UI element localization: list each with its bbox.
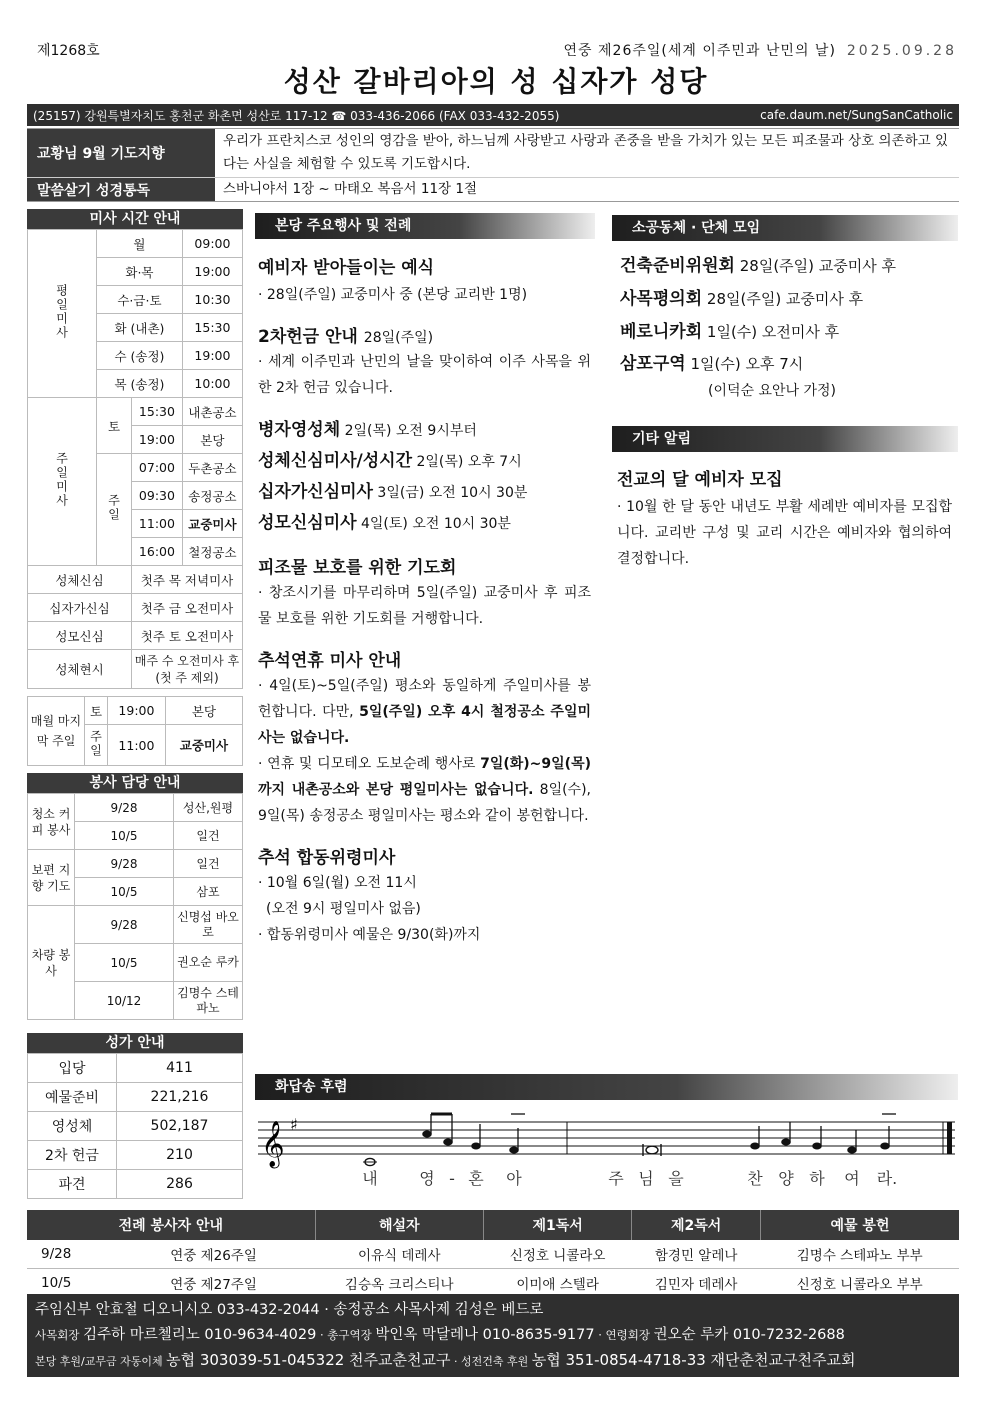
last-time: 19:00 — [108, 697, 166, 725]
event-time: 3일(금) 오전 10시 30분 — [377, 485, 528, 501]
lyric-syllable: 아 — [506, 1169, 522, 1188]
lyric-syllable: 찬 — [747, 1169, 763, 1188]
hymn-title: 성가 안내 — [27, 1033, 243, 1053]
treble-clef-icon: 𝄞 — [261, 1121, 285, 1167]
event-text-part: · 연휴 및 디모테오 도보순례 행사로 — [258, 756, 481, 772]
sunday-label: 주일 — [106, 494, 121, 522]
service-date: 10/5 — [75, 944, 174, 982]
sunday-place: 본당 — [182, 426, 242, 454]
event-time: 4일(토) 오전 10시 30분 — [361, 516, 511, 532]
service-group: 보편 지향 기도 — [28, 850, 75, 906]
service-who: 신명섭 바오로 — [174, 906, 243, 944]
table-row — [27, 1240, 959, 1269]
service-who: 김명수 스테파노 — [174, 982, 243, 1020]
group-item — [620, 316, 955, 349]
hymn-label: 입당 — [28, 1054, 117, 1083]
council-role: 사목회장 — [35, 1328, 80, 1342]
event-text-part: · 4일(토)~5일(주일) 평소와 동일하게 주일미사를 봉헌합니다. 다만, — [258, 678, 591, 720]
bank-account: 농협 303039-51-045322 천주교춘천교구 — [166, 1351, 451, 1369]
event-text: · 28일(주일) 교중미사 중 (본당 교리반 1명) — [258, 287, 528, 303]
group-time: 28일(주일) 교중미사 후 — [739, 257, 896, 275]
service-who: 일건 — [174, 822, 243, 850]
event-heading: 추석연휴 미사 안내 — [258, 651, 402, 671]
bank-label: 본당 후원/교무금 자동이체 — [35, 1355, 167, 1368]
sunday-place: 철정공소 — [182, 538, 242, 566]
event-heading-text: 2차헌금 안내 — [258, 327, 358, 347]
special-mass-name: 성모신심 — [28, 622, 132, 650]
liturgy-date: 9/28 — [27, 1240, 112, 1269]
service-table — [27, 793, 243, 1020]
event-line — [258, 415, 591, 446]
special-mass-name: 십자가신심 — [28, 594, 132, 622]
bank-line — [35, 1348, 951, 1374]
weekday-mass-label: 평일미사 — [54, 284, 69, 340]
event-text: (오전 9시 평일미사 없음) — [266, 901, 421, 917]
event-heading: 성모신심미사 — [258, 513, 357, 533]
last-day: 토 — [85, 697, 108, 725]
weekday-time: 19:00 — [182, 342, 242, 370]
liturgy-date: 10/5 — [27, 1269, 112, 1298]
saturday-label: 토 — [97, 398, 132, 454]
event-line — [258, 446, 591, 477]
sunday-time: 09:30 — [132, 482, 183, 510]
group-name: 삼포구역 — [620, 354, 686, 374]
group-item — [620, 283, 955, 316]
hymn-table — [27, 1053, 243, 1199]
notice-heading: 전교의 달 예비자 모집 — [617, 470, 783, 490]
sunday-mass-label: 주일미사 — [54, 452, 69, 508]
special-mass-name: 성체신심 — [28, 566, 132, 594]
header-subtitle — [564, 40, 957, 60]
event-time: 2일(목) 오전 9시부터 — [344, 423, 477, 439]
lyric-syllable: 혼 — [468, 1169, 484, 1188]
council-role: · 총구역장 — [316, 1328, 376, 1342]
cafe-link[interactable]: cafe.daum.net/SungSanCatholic — [760, 108, 953, 122]
service-title: 봉사 담당 안내 — [27, 773, 243, 793]
lyric-syllable: - — [449, 1169, 455, 1188]
notice-text: · 10월 한 달 동안 내년도 부활 세례반 예비자를 모집합니다. 교리반 구성 및 교리 시간은 예비자와 협의하여 결정합니다. — [617, 499, 952, 567]
liturgy-sunday: 연중 제27주일 — [112, 1269, 315, 1298]
council-contact: 권오순 루카 010-7232-2688 — [653, 1327, 845, 1343]
groups-body — [620, 250, 955, 403]
sunday-time: 07:00 — [132, 454, 183, 482]
service-date: 9/28 — [75, 906, 174, 944]
sunday-place: 교중미사 — [182, 510, 242, 538]
liturgy-reader1: 이미애 스텔라 — [483, 1269, 631, 1298]
lyric-syllable: 내 — [362, 1169, 378, 1188]
liturgy-header: 예물 봉헌 — [761, 1210, 960, 1240]
group-time: 28일(주일) 교중미사 후 — [706, 290, 864, 308]
event-text-bold: 7일(화)~9일(목)까지 내촌공소와 본당 평일미사는 없습니다. — [258, 756, 591, 798]
liturgy-header: 제1독서 — [483, 1210, 631, 1240]
lyric-syllable: 주 — [608, 1169, 624, 1188]
service-group: 청소 커피 봉사 — [28, 794, 75, 850]
event-line — [258, 508, 591, 539]
liturgy-table — [27, 1210, 959, 1298]
sunday-place: 두촌공소 — [182, 454, 242, 482]
group-note: (이덕순 요안나 가정) — [708, 383, 837, 399]
service-date: 10/5 — [75, 878, 174, 906]
other-notices-body — [617, 465, 952, 572]
liturgy-reader1: 신정호 니콜라오 — [483, 1240, 631, 1269]
psalm-score — [255, 1100, 958, 1192]
mass-times-table — [27, 229, 243, 689]
liturgical-day: 연중 제26주일(세계 이주민과 난민의 날) — [563, 43, 836, 59]
other-notices-title: 기타 알림 — [612, 426, 958, 452]
liturgy-commentator: 이유식 데레사 — [315, 1240, 483, 1269]
event-heading: 십자가신심미사 — [258, 482, 373, 502]
event-heading: 성체신심미사/성시간 — [258, 451, 413, 471]
event-line — [258, 477, 591, 508]
weekday-time: 10:00 — [182, 370, 242, 398]
mass-times-title: 미사 시간 안내 — [27, 209, 243, 229]
sunday-place: 송정공소 — [182, 482, 242, 510]
service-group: 차량 봉사 — [28, 906, 75, 1020]
service-who: 삼포 — [174, 878, 243, 906]
liturgy-offering: 김명수 스테파노 부부 — [761, 1240, 960, 1269]
group-time: 1일(수) 오전미사 후 — [706, 323, 840, 341]
event-time: 2일(목) 오후 7시 — [416, 454, 522, 470]
last-sunday-label: 매월 마지막 주일 — [28, 697, 85, 766]
hymn-number: 286 — [117, 1170, 243, 1199]
sunday-time: 11:00 — [132, 510, 183, 538]
weekday-day: 화·목 — [97, 258, 183, 286]
last-place: 교중미사 — [165, 725, 242, 766]
event-heading: 예비자 받아들이는 예식 — [258, 258, 435, 278]
service-date: 10/5 — [75, 822, 174, 850]
weekday-day: 목 (송정) — [97, 370, 183, 398]
lyric-syllable: 님 — [638, 1169, 654, 1188]
sharp-icon: ♯ — [290, 1115, 298, 1134]
lyric-syllable: 을 — [668, 1169, 684, 1188]
bank-account: 농협 351-0854-4718-33 재단춘천교구천주교회 — [531, 1351, 856, 1369]
hymn-number: 502,187 — [117, 1112, 243, 1141]
liturgy-header: 제2독서 — [632, 1210, 761, 1240]
parish-title: 성산 갈바리아의 성 십자가 성당 — [283, 65, 709, 98]
intention-text: 우리가 프란치스코 성인의 영감을 받아, 하느님께 사랑받고 사랑과 존중을 받을 가치가 있는 모든 피조물과 상호 의존하고 있다는 사실을 체험할 수 있도록 기도합시다. — [223, 133, 948, 172]
lyric-syllable: 하 — [809, 1169, 825, 1188]
liturgy-header: 해설자 — [315, 1210, 483, 1240]
sunday-time: 16:00 — [132, 538, 183, 566]
pastor-line: 주임신부 안효철 디오니시오 033-432-2044 · 송정공소 사목사제 김성은 베드로 — [35, 1302, 544, 1318]
event-text — [258, 751, 591, 829]
service-date: 9/28 — [75, 794, 174, 822]
hymn-label: 2차 헌금 — [28, 1141, 117, 1170]
service-date: 10/12 — [75, 982, 174, 1020]
group-name: 베로니카회 — [620, 322, 703, 342]
event-heading: 병자영성체 — [258, 420, 341, 440]
lyric-syllable: 양 — [778, 1169, 794, 1188]
hymn-number: 411 — [117, 1054, 243, 1083]
special-mass-desc: 첫주 금 오전미사 — [132, 594, 243, 622]
group-time: 1일(수) 오후 7시 — [690, 355, 804, 373]
bible-text: 스바니야서 1장 ~ 마태오 복음서 11장 1절 — [223, 181, 477, 197]
hymn-number: 210 — [117, 1141, 243, 1170]
special-mass-desc: 첫주 토 오전미사 — [132, 622, 243, 650]
events-title: 본당 주요행사 및 전례 — [255, 213, 595, 239]
liturgy-reader2: 김민자 데레사 — [632, 1269, 761, 1298]
events-body — [258, 253, 591, 948]
liturgy-header: 전례 봉사자 안내 — [27, 1210, 315, 1240]
special-mass-name: 성체현시 — [28, 650, 132, 689]
council-role: · 연령회장 — [594, 1328, 654, 1342]
event-text-bold: 5일(주일) 오후 4시 철정공소 주일미사는 없습니다. — [258, 704, 591, 746]
last-time: 11:00 — [108, 725, 166, 766]
lyric-syllable: 영 — [419, 1169, 435, 1188]
sunday-time: 15:30 — [132, 398, 183, 426]
liturgy-sunday: 연중 제26주일 — [112, 1240, 315, 1269]
weekday-time: 19:00 — [182, 258, 242, 286]
event-text: · 합동위령미사 예물은 9/30(화)까지 — [258, 927, 481, 943]
weekday-time: 15:30 — [182, 314, 242, 342]
service-who: 성산,원평 — [174, 794, 243, 822]
group-item — [620, 349, 955, 379]
issue-date: 2025.09.28 — [846, 43, 957, 59]
council-contact: 김주하 마르첼리노 010-9634-4029 — [83, 1327, 317, 1343]
bank-label: · 성전건축 후원 — [450, 1355, 532, 1368]
service-who: 권오순 루카 — [174, 944, 243, 982]
liturgy-offering: 신정호 니콜라오 부부 — [761, 1269, 960, 1298]
liturgy-commentator: 김승옥 크리스티나 — [315, 1269, 483, 1298]
event-text — [258, 673, 591, 751]
contact-footer — [27, 1294, 959, 1377]
special-mass-desc: 첫주 목 저녁미사 — [132, 566, 243, 594]
liturgy-reader2: 함경민 알레나 — [632, 1240, 761, 1269]
weekday-time: 09:00 — [182, 230, 242, 258]
event-text: · 세계 이주민과 난민의 날을 맞이하여 이주 사목을 위한 2차 헌금 있습니다. — [258, 354, 591, 396]
event-date: 28일(주일) — [363, 330, 434, 346]
bible-label: 말씀살기 성경통독 — [27, 178, 215, 201]
intention-box — [27, 128, 959, 202]
event-heading — [258, 322, 591, 347]
group-name: 사목평의회 — [620, 289, 703, 309]
hymn-label: 영성체 — [28, 1112, 117, 1141]
sunday-place: 내촌공소 — [182, 398, 242, 426]
weekday-day: 수·금·토 — [97, 286, 183, 314]
intention-label: 교황님 9월 기도지향 — [27, 129, 215, 177]
service-date: 9/28 — [75, 850, 174, 878]
weekday-day: 화 (내촌) — [97, 314, 183, 342]
psalm-title: 화답송 후렴 — [255, 1074, 958, 1100]
weekday-day: 수 (송정) — [97, 342, 183, 370]
weekday-time: 10:30 — [182, 286, 242, 314]
group-item — [620, 250, 955, 283]
lyric-syllable: 라. — [876, 1169, 898, 1188]
event-heading: 추석 합동위령미사 — [258, 848, 396, 868]
last-place: 본당 — [165, 697, 242, 725]
event-text: · 10월 6일(월) 오전 11시 — [258, 875, 417, 891]
hymn-label: 예물준비 — [28, 1083, 117, 1112]
special-mass-desc: 매주 수 오전미사 후 (첫 주 제외) — [132, 650, 243, 689]
weekday-day: 월 — [97, 230, 183, 258]
event-heading: 피조물 보호를 위한 기도회 — [258, 558, 457, 578]
council-line — [35, 1323, 951, 1348]
council-contact: 박인옥 막달레나 010-8635-9177 — [375, 1327, 595, 1343]
event-text: · 창조시기를 마무리하며 5일(주일) 교중미사 후 피조물 보호를 위한 기도회를 거행합니다. — [258, 585, 591, 627]
hymn-number: 221,216 — [117, 1083, 243, 1112]
groups-title: 소공동체 · 단체 모임 — [612, 215, 958, 241]
sunday-time: 19:00 — [132, 426, 183, 454]
issue-number: 제1268호 — [37, 43, 100, 59]
last-sunday-table — [27, 696, 243, 766]
group-name: 건축준비위원회 — [620, 256, 735, 276]
event-text-part: 8일(수), 9일(목) 송정공소 평일미사는 평소와 같이 봉헌합니다. — [258, 782, 591, 824]
lyric-syllable: 여 — [844, 1169, 860, 1188]
address: (25157) 강원특별자치도 홍천군 화촌면 성산로 117-12 ☎ 033-436-2066 (FAX 033-432-2055) — [33, 108, 560, 123]
last-day: 주일 — [88, 729, 103, 758]
hymn-label: 파견 — [28, 1170, 117, 1199]
service-who: 일건 — [174, 850, 243, 878]
address-bar — [27, 104, 959, 126]
